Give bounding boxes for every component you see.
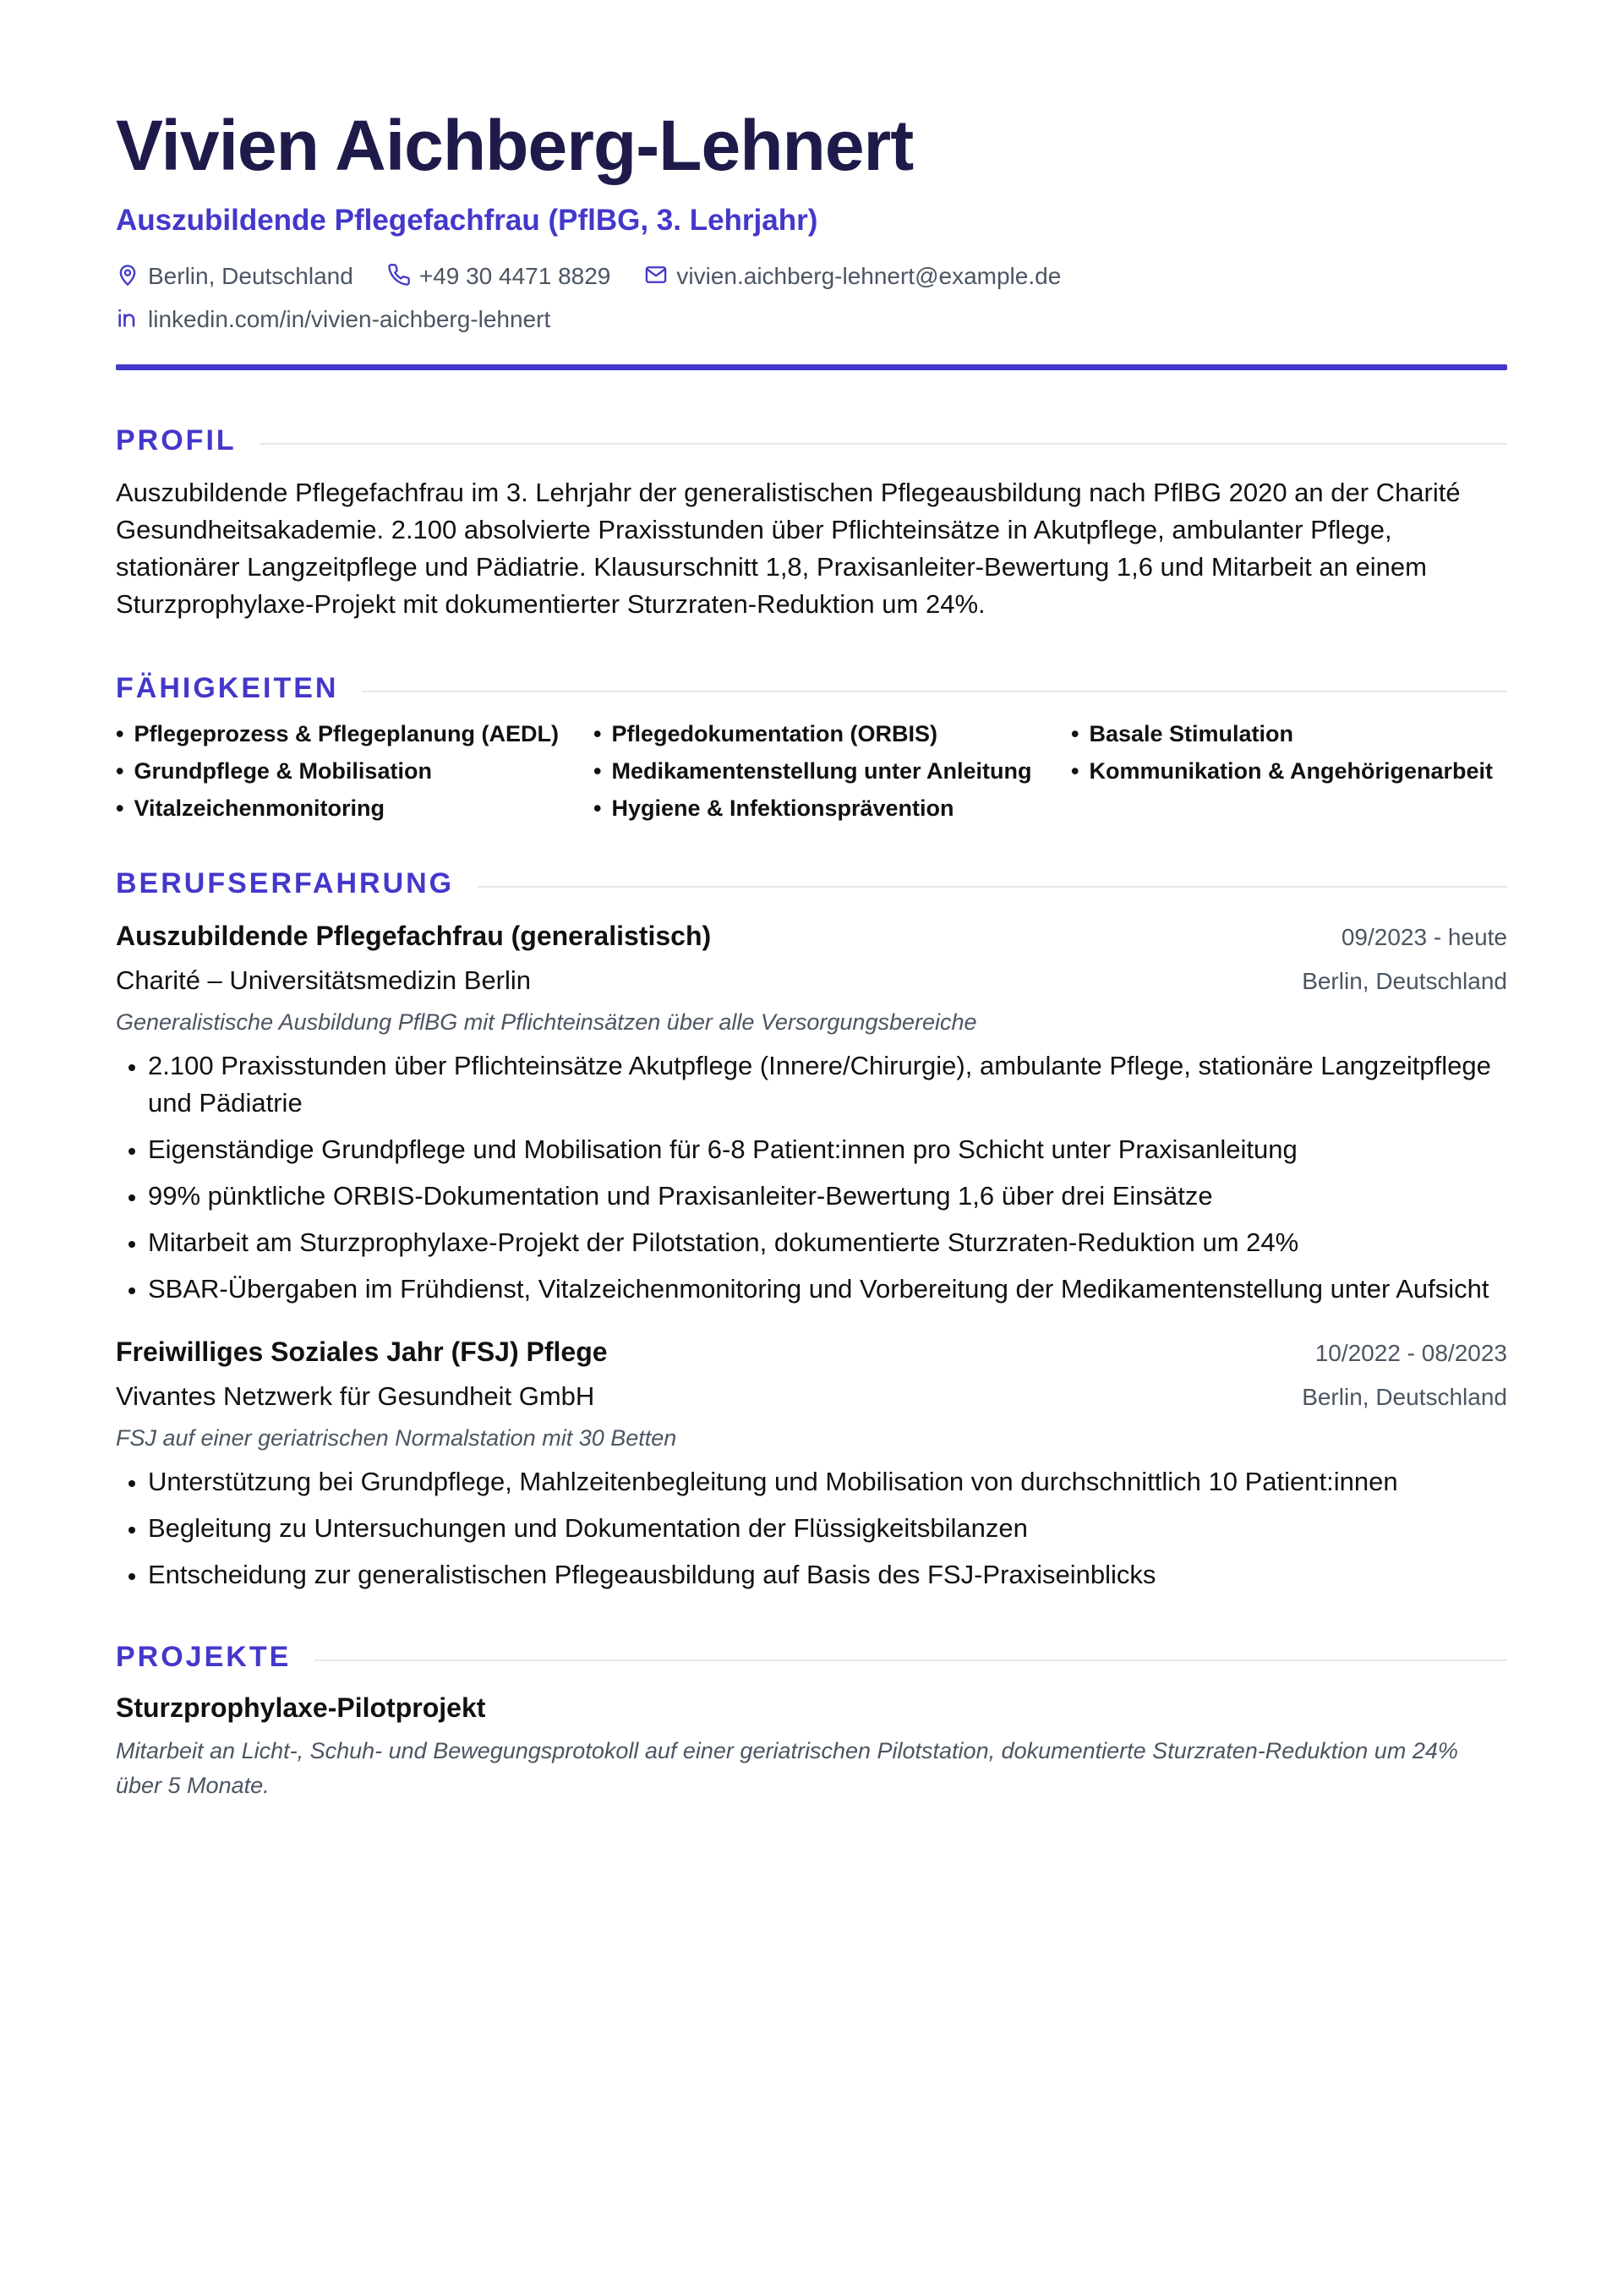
job-organization: Charité – Universitätsmedizin Berlin — [116, 965, 532, 995]
experience-entry — [116, 921, 1507, 1308]
linkedin-icon — [116, 306, 139, 334]
profile-text: Auszubildende Pflegefachfrau im 3. Lehrjahr der generalistischen Pflegeausbildung nach PflBG 2020 an der Charité Gesundheitsakademie. 2.100 absolvierte Praxisstunden über Pflichteinsätze in Akutpflege, ambulanter Pflege, stationärer Langzeitpflege und Pädiatrie. Klausurschnitt 1,8, Praxisanleiter-Bewertung 1,6 und Mitarbeit an einem Sturzprophylaxe-Projekt mit dokumentierter Sturzraten-Reduktion um 24%. — [116, 477, 1461, 619]
skill-item: • Basale Stimulation — [1071, 720, 1507, 747]
job-description: Generalistische Ausbildung PflBG mit Pflichteinsätzen über alle Versorgungsbereiche — [116, 1009, 977, 1035]
map-pin-icon — [116, 263, 139, 291]
contact-email[interactable] — [644, 263, 1061, 291]
list-item: • Entscheidung zur generalistischen Pflegeausbildung auf Basis des FSJ-Praxiseinblicks — [148, 1556, 1507, 1594]
list-item: • 99% pünktliche ORBIS-Dokumentation und Praxisanleiter-Bewertung 1,6 über drei Einsätze — [148, 1178, 1507, 1215]
contact-linkedin[interactable] — [116, 306, 550, 334]
list-item: • Unterstützung bei Grundpflege, Mahlzeitenbegleitung und Mobilisation von durchschnittlich 10 Patient:innen — [148, 1463, 1507, 1501]
section-skills-heading — [116, 672, 1507, 705]
skill-item: • Pflegedokumentation (ORBIS) — [593, 720, 1071, 747]
skill-item: • Medikamentenstellung unter Anleitung — [593, 757, 1071, 784]
job-bullets — [116, 1047, 1507, 1308]
contact-row-2 — [116, 306, 1507, 334]
job-bullets — [116, 1463, 1507, 1594]
project-entry — [116, 1692, 1507, 1803]
section-title: BERUFSERFAHRUNG — [116, 866, 455, 899]
section-divider — [314, 1659, 1507, 1661]
job-title-row — [116, 921, 1507, 952]
job-dates: 10/2022 - 08/2023 — [1314, 1339, 1507, 1366]
job-organization: Vivantes Netzwerk für Gesundheit GmbH — [116, 1380, 595, 1411]
candidate-name: Vivien Aichberg-Lehnert — [116, 106, 914, 185]
contact-location — [116, 263, 353, 291]
project-title: Sturzprophylaxe-Pilotprojekt — [116, 1692, 486, 1723]
skill-item: • Pflegeprozess & Pflegeplanung (AEDL) — [116, 720, 593, 747]
phone-text: +49 30 4471 8829 — [418, 263, 611, 289]
skill-item: • Grundpflege & Mobilisation — [116, 757, 593, 784]
job-title-row — [116, 1337, 1507, 1368]
section-title: FÄHIGKEITEN — [116, 671, 339, 704]
section-experience-heading — [116, 867, 1507, 900]
linkedin-text: linkedin.com/in/vivien-aichberg-lehnert — [148, 306, 551, 332]
header-divider — [116, 364, 1507, 370]
job-subtitle: Auszubildende Pflegefachfrau (PflBG, 3. Lehrjahr) — [116, 204, 818, 237]
project-description: Mitarbeit an Licht-, Schuh- und Bewegungsprotokoll auf einer geriatrischen Pilotstation, dokumentierte Sturzraten-Reduktion um 24% über 5 Monate. — [116, 1737, 1458, 1798]
contact-phone[interactable] — [387, 263, 611, 291]
list-item: • SBAR-Übergaben im Frühdienst, Vitalzeichenmonitoring und Vorbereitung der Medikamentenstellung unter Aufsicht — [148, 1271, 1507, 1308]
job-org-row — [116, 965, 1507, 996]
mail-icon — [644, 263, 668, 291]
job-location: Berlin, Deutschland — [1302, 967, 1507, 994]
section-projects-heading — [116, 1641, 1507, 1674]
skill-item: • Kommunikation & Angehörigenarbeit — [1071, 757, 1507, 784]
section-divider — [260, 443, 1507, 445]
contact-row — [116, 263, 1507, 291]
section-divider — [478, 886, 1507, 888]
section-profile-heading — [116, 424, 1507, 457]
phone-icon — [387, 263, 411, 291]
email-text: vivien.aichberg-lehnert@example.de — [676, 263, 1062, 289]
skills-grid — [116, 720, 1507, 822]
skill-item: • Hygiene & Infektionsprävention — [593, 795, 1071, 822]
section-title: PROJEKTE — [116, 1640, 292, 1673]
section-divider — [362, 691, 1507, 692]
job-org-row — [116, 1381, 1507, 1412]
job-description: FSJ auf einer geriatrischen Normalstation mit 30 Betten — [116, 1424, 677, 1451]
section-title: PROFIL — [116, 424, 237, 456]
experience-entry — [116, 1337, 1507, 1594]
list-item: • 2.100 Praxisstunden über Pflichteinsätze Akutpflege (Innere/Chirurgie), ambulante Pflege, stationäre Langzeitpflege und Pädiatrie — [148, 1047, 1507, 1122]
job-title: Auszubildende Pflegefachfrau (generalistisch) — [116, 920, 712, 951]
job-title: Freiwilliges Soziales Jahr (FSJ) Pflege — [116, 1336, 608, 1367]
list-item: • Eigenständige Grundpflege und Mobilisation für 6-8 Patient:innen pro Schicht unter Praxisanleitung — [148, 1131, 1507, 1168]
job-location: Berlin, Deutschland — [1302, 1383, 1507, 1410]
location-text: Berlin, Deutschland — [148, 263, 353, 289]
list-item: • Begleitung zu Untersuchungen und Dokumentation der Flüssigkeitsbilanzen — [148, 1510, 1507, 1547]
skill-item: • Vitalzeichenmonitoring — [116, 795, 593, 822]
job-dates: 09/2023 - heute — [1341, 923, 1507, 950]
list-item: • Mitarbeit am Sturzprophylaxe-Projekt der Pilotstation, dokumentierte Sturzraten-Reduktion um 24% — [148, 1224, 1507, 1261]
